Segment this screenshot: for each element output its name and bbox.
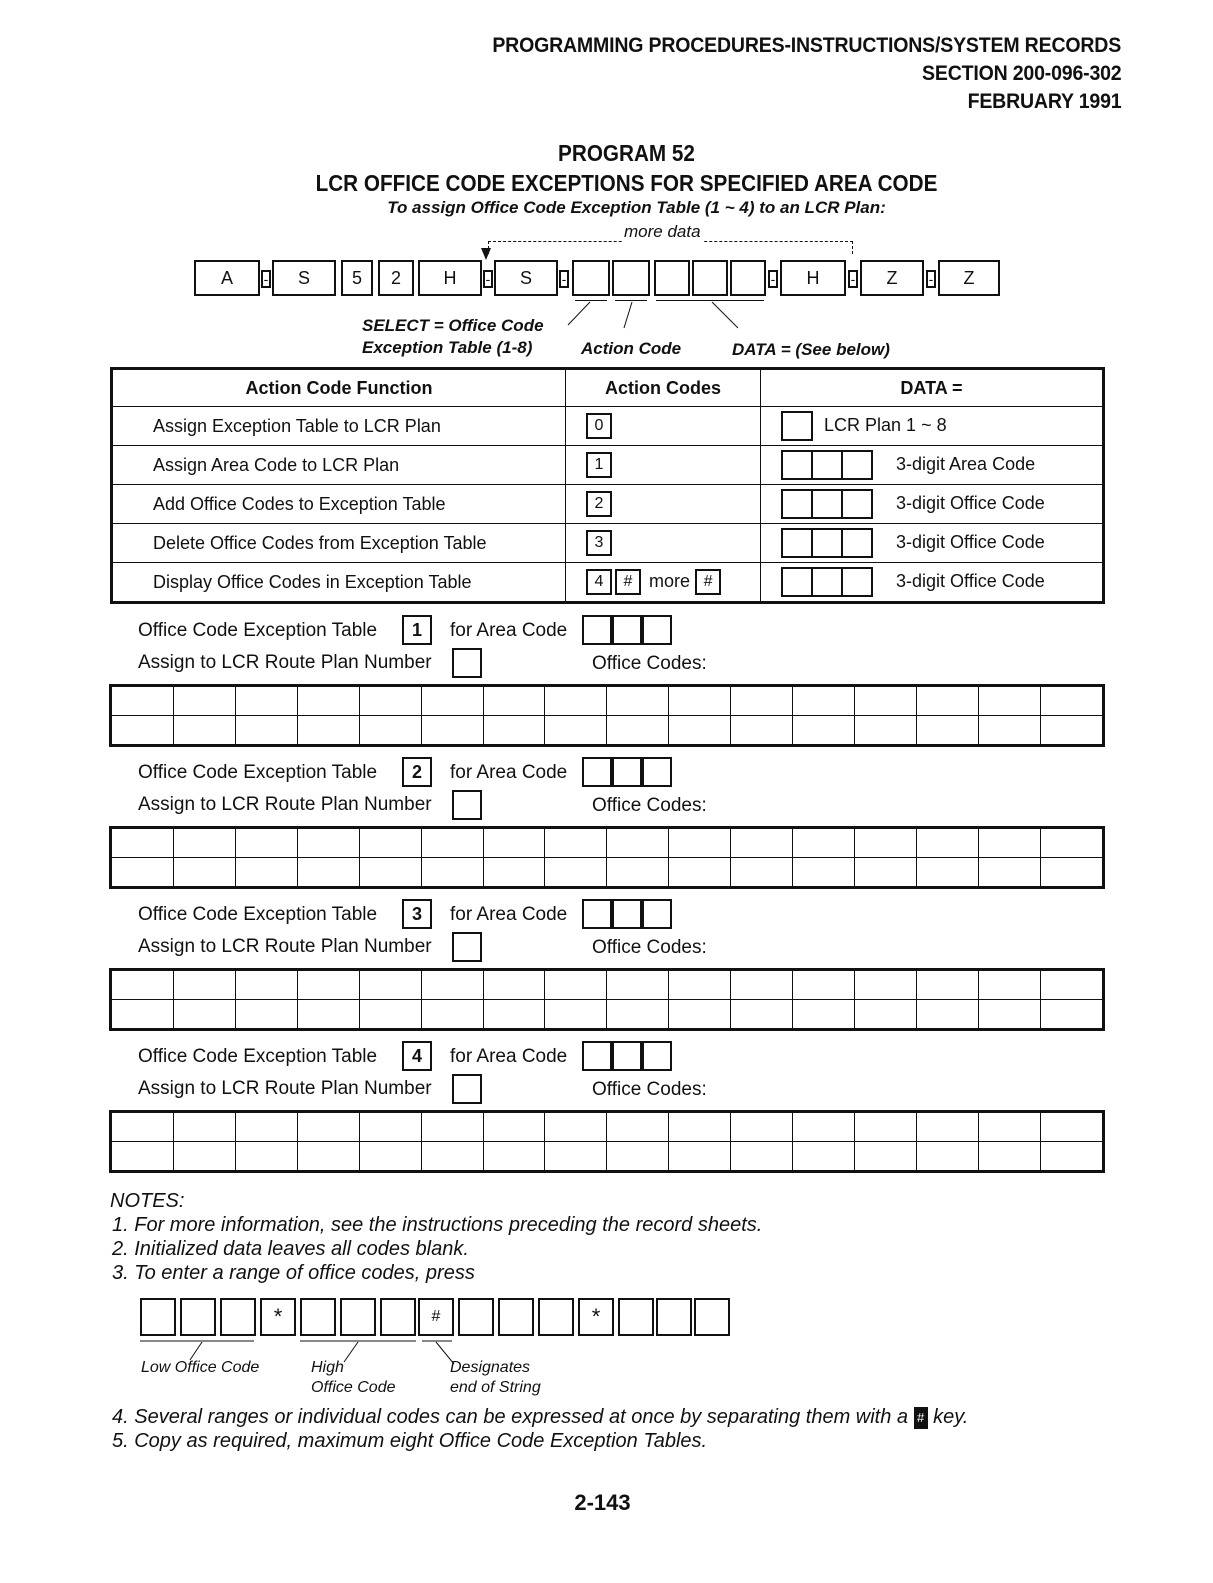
- office-codes-grid: [109, 1110, 1105, 1173]
- office-code-cell: [1040, 858, 1103, 888]
- office-code-cell: [978, 858, 1040, 888]
- office-codes-label: Office Codes:: [592, 795, 707, 816]
- function-cell: Add Office Codes to Exception Table: [112, 485, 566, 524]
- office-code-cell: [421, 686, 483, 716]
- office-code-cell: [669, 1000, 731, 1030]
- route-plan-box: [452, 790, 482, 820]
- office-code-cell: [855, 828, 917, 858]
- assign-route-plan-label: Assign to LCR Route Plan Number: [138, 794, 432, 815]
- office-code-cell: [607, 970, 669, 1000]
- dash-key: -: [848, 270, 858, 288]
- low-digit-box: [220, 1298, 256, 1336]
- office-code-cell: [669, 1142, 731, 1172]
- office-code-cell: [978, 1112, 1040, 1142]
- digit-box: [656, 1298, 692, 1336]
- office-codes-grid: [109, 968, 1105, 1031]
- office-codes-label: Office Codes:: [592, 1079, 707, 1100]
- dash-key: -: [261, 270, 271, 288]
- office-code-cell: [1040, 970, 1103, 1000]
- office-code-cell: [545, 686, 607, 716]
- code-box: 4: [586, 569, 612, 595]
- data-box: [841, 567, 873, 597]
- high-office-code-label: Office Code: [311, 1379, 396, 1396]
- key-s: S: [272, 260, 336, 296]
- office-code-cell: [545, 828, 607, 858]
- office-code-cell: [607, 858, 669, 888]
- high-label: High: [311, 1359, 344, 1376]
- assign-route-plan-label: Assign to LCR Route Plan Number: [138, 1078, 432, 1099]
- office-code-cell: [1040, 1112, 1103, 1142]
- office-code-cell: [359, 1112, 421, 1142]
- office-code-cell: [607, 686, 669, 716]
- office-code-cell: [173, 828, 235, 858]
- office-code-cell: [297, 1000, 359, 1030]
- code-box: 3: [586, 530, 612, 556]
- key-h-end: H: [780, 260, 846, 296]
- digit-box: [618, 1298, 654, 1336]
- area-code-label: for Area Code: [450, 620, 568, 641]
- low-digit-box: [140, 1298, 176, 1336]
- office-code-cell: [359, 858, 421, 888]
- office-code-cell: [793, 1000, 855, 1030]
- office-code-cell: [978, 716, 1040, 746]
- office-code-cell: [545, 1142, 607, 1172]
- table-row: [111, 1112, 1104, 1142]
- office-code-cell: [483, 686, 545, 716]
- office-code-cell: [359, 1142, 421, 1172]
- key-z-1: Z: [860, 260, 924, 296]
- office-code-cell: [173, 716, 235, 746]
- office-code-cell: [917, 858, 979, 888]
- note-1: 1. For more information, see the instructions preceding the record sheets.: [112, 1214, 763, 1236]
- function-cell: Display Office Codes in Exception Table: [112, 563, 566, 603]
- table-number-box: 1: [402, 615, 432, 645]
- office-code-cell: [793, 1112, 855, 1142]
- low-digit-box: [180, 1298, 216, 1336]
- data-slot-2: [692, 260, 728, 296]
- office-code-cell: [793, 686, 855, 716]
- office-code-cell: [731, 970, 793, 1000]
- table-row: [112, 563, 1104, 603]
- data-box: [781, 528, 813, 558]
- hash-box: #: [615, 569, 641, 595]
- office-code-cell: [793, 1142, 855, 1172]
- header-line-3: FEBRUARY 1991: [967, 90, 1121, 113]
- office-code-cell: [297, 858, 359, 888]
- area-code-box: [582, 615, 612, 645]
- more-data-label: more data: [624, 222, 701, 241]
- table-number-box: 4: [402, 1041, 432, 1071]
- high-digit-box: [380, 1298, 416, 1336]
- office-codes-grid: [109, 684, 1105, 747]
- data-box: [841, 489, 873, 519]
- page-number: 2-143: [574, 1490, 631, 1515]
- header-function: Action Code Function: [112, 369, 566, 407]
- office-code-cell: [731, 1112, 793, 1142]
- office-code-cell: [793, 828, 855, 858]
- office-code-cell: [483, 1000, 545, 1030]
- more-data-bracket: [488, 241, 853, 254]
- office-code-cell: [855, 1000, 917, 1030]
- note-2: 2. Initialized data leaves all codes blank.: [112, 1238, 469, 1260]
- data-box: [811, 450, 843, 480]
- office-code-cell: [483, 1112, 545, 1142]
- office-code-cell: [111, 828, 174, 858]
- office-code-cell: [731, 686, 793, 716]
- office-code-cell: [545, 1000, 607, 1030]
- office-code-cell: [669, 1112, 731, 1142]
- office-code-cell: [669, 716, 731, 746]
- star-key: *: [260, 1298, 296, 1336]
- data-box: [841, 450, 873, 480]
- office-code-cell: [421, 716, 483, 746]
- exception-table-label: Office Code Exception Table: [138, 620, 378, 641]
- office-code-cell: [483, 970, 545, 1000]
- office-code-cell: [173, 686, 235, 716]
- code-box: 0: [586, 413, 612, 439]
- office-code-cell: [1040, 686, 1103, 716]
- office-code-cell: [669, 858, 731, 888]
- office-code-cell: [669, 686, 731, 716]
- table-row: [112, 485, 1104, 524]
- data-box: [781, 450, 813, 480]
- action-code-slot: [612, 260, 650, 296]
- office-code-cell: [855, 970, 917, 1000]
- more-label: more: [649, 570, 691, 591]
- office-code-cell: [111, 1000, 174, 1030]
- office-code-cell: [917, 686, 979, 716]
- office-code-cell: [978, 970, 1040, 1000]
- office-code-cell: [297, 686, 359, 716]
- action-code-label: Action Code: [581, 339, 682, 358]
- office-code-cell: [669, 970, 731, 1000]
- table-number-box: 3: [402, 899, 432, 929]
- office-code-cell: [111, 970, 174, 1000]
- office-code-cell: [297, 1142, 359, 1172]
- data-box: [781, 489, 813, 519]
- office-code-cell: [421, 1142, 483, 1172]
- function-cell: Assign Area Code to LCR Plan: [112, 446, 566, 485]
- function-cell: Delete Office Codes from Exception Table: [112, 524, 566, 563]
- office-code-cell: [359, 716, 421, 746]
- area-code-label: for Area Code: [450, 762, 568, 783]
- office-code-cell: [173, 970, 235, 1000]
- data-box: [811, 489, 843, 519]
- table-row: [111, 686, 1104, 716]
- office-code-cell: [917, 716, 979, 746]
- route-plan-box: [452, 648, 482, 678]
- key-5: 5: [341, 260, 373, 296]
- office-code-cell: [297, 1112, 359, 1142]
- office-code-cell: [793, 970, 855, 1000]
- office-code-cell: [731, 716, 793, 746]
- note-3: 3. To enter a range of office codes, press: [112, 1262, 475, 1284]
- office-code-cell: [111, 716, 174, 746]
- area-code-box: [642, 899, 672, 929]
- office-code-cell: [111, 1142, 174, 1172]
- high-digit-box: [300, 1298, 336, 1336]
- office-code-cell: [917, 1112, 979, 1142]
- data-cell: 3-digit Office Code: [896, 570, 1045, 591]
- office-code-cell: [607, 828, 669, 858]
- data-label: DATA = (See below): [732, 340, 890, 359]
- office-code-cell: [855, 716, 917, 746]
- office-code-cell: [607, 1112, 669, 1142]
- office-code-cell: [731, 828, 793, 858]
- office-code-cell: [978, 828, 1040, 858]
- area-code-box: [582, 757, 612, 787]
- key-a: A: [194, 260, 260, 296]
- office-code-cell: [173, 1142, 235, 1172]
- office-code-cell: [173, 1112, 235, 1142]
- data-cell: 3-digit Area Code: [896, 453, 1036, 474]
- office-code-cell: [731, 1000, 793, 1030]
- header-line-2: SECTION 200-096-302: [921, 62, 1121, 85]
- hash-box: #: [695, 569, 721, 595]
- office-codes-label: Office Codes:: [592, 937, 707, 958]
- area-code-box: [642, 615, 672, 645]
- office-code-cell: [235, 858, 297, 888]
- high-digit-box: [340, 1298, 376, 1336]
- office-code-cell: [235, 1142, 297, 1172]
- note-4: [112, 1406, 968, 1429]
- area-code-box: [642, 1041, 672, 1071]
- digit-box: [538, 1298, 574, 1336]
- key-h: H: [418, 260, 482, 296]
- low-office-code-label: Low Office Code: [141, 1359, 260, 1376]
- office-code-cell: [545, 1112, 607, 1142]
- office-code-cell: [793, 716, 855, 746]
- office-code-cell: [235, 716, 297, 746]
- exception-table-label: Office Code Exception Table: [138, 762, 378, 783]
- office-code-cell: [297, 970, 359, 1000]
- exception-table-label: Office Code Exception Table: [138, 1046, 378, 1067]
- area-code-label: for Area Code: [450, 1046, 568, 1067]
- route-plan-box: [452, 1074, 482, 1104]
- office-code-cell: [1040, 716, 1103, 746]
- office-code-cell: [793, 858, 855, 888]
- header-codes: Action Codes: [566, 369, 761, 407]
- office-codes-label: Office Codes:: [592, 653, 707, 674]
- header-data: DATA =: [761, 369, 1104, 407]
- office-code-cell: [297, 828, 359, 858]
- office-code-cell: [545, 716, 607, 746]
- area-code-box: [642, 757, 672, 787]
- office-code-cell: [1040, 1142, 1103, 1172]
- office-code-cell: [359, 970, 421, 1000]
- data-cell: 3-digit Office Code: [896, 492, 1045, 513]
- table-row: [112, 407, 1104, 446]
- select-label: SELECT = Office Code: [362, 316, 544, 335]
- office-code-cell: [235, 1000, 297, 1030]
- hash-key: #: [418, 1298, 454, 1336]
- code-box: 1: [586, 452, 612, 478]
- office-code-cell: [421, 1112, 483, 1142]
- table-row: [111, 828, 1104, 858]
- office-code-cell: [359, 1000, 421, 1030]
- office-code-cell: [483, 716, 545, 746]
- function-cell: Assign Exception Table to LCR Plan: [112, 407, 566, 446]
- dash-key: -: [768, 270, 778, 288]
- office-code-cell: [1040, 1000, 1103, 1030]
- office-code-cell: [235, 970, 297, 1000]
- office-code-cell: [421, 1000, 483, 1030]
- office-code-cell: [855, 1142, 917, 1172]
- office-code-cell: [173, 1000, 235, 1030]
- office-code-cell: [917, 1142, 979, 1172]
- office-code-cell: [917, 1000, 979, 1030]
- data-box: [781, 567, 813, 597]
- office-code-cell: [421, 858, 483, 888]
- data-box: [811, 528, 843, 558]
- dash-key: -: [483, 270, 493, 288]
- table-row: [112, 446, 1104, 485]
- note-4-end: key.: [933, 1406, 969, 1428]
- assign-route-plan-label: Assign to LCR Route Plan Number: [138, 652, 432, 673]
- key-s-select: S: [494, 260, 558, 296]
- exception-table-label: Office Code Exception Table: [138, 904, 378, 925]
- office-code-cell: [483, 858, 545, 888]
- office-code-cell: [235, 828, 297, 858]
- table-row: [111, 1142, 1104, 1172]
- office-codes-grid: [109, 826, 1105, 889]
- office-code-cell: [297, 716, 359, 746]
- office-code-cell: [607, 1142, 669, 1172]
- table-row: [111, 716, 1104, 746]
- office-code-cell: [235, 1112, 297, 1142]
- action-code-table: [110, 367, 1105, 604]
- office-code-cell: [359, 686, 421, 716]
- office-code-cell: [978, 686, 1040, 716]
- route-plan-box: [452, 932, 482, 962]
- office-code-cell: [235, 686, 297, 716]
- office-code-cell: [731, 1142, 793, 1172]
- area-code-box: [582, 1041, 612, 1071]
- office-code-cell: [855, 858, 917, 888]
- table-row: [111, 1000, 1104, 1030]
- select-label-2: Exception Table (1-8): [362, 338, 533, 357]
- area-code-box: [612, 757, 642, 787]
- note-4-text: 4. Several ranges or individual codes can be expressed at once by separating them with a: [112, 1406, 909, 1428]
- pointer-lines: [560, 300, 760, 335]
- end-of-string-label: end of String: [450, 1379, 541, 1396]
- office-code-cell: [1040, 828, 1103, 858]
- table-row: [111, 858, 1104, 888]
- office-code-cell: [545, 970, 607, 1000]
- office-code-cell: [111, 1112, 174, 1142]
- designates-label: Designates: [450, 1359, 531, 1376]
- data-box: [781, 411, 813, 441]
- office-code-cell: [917, 970, 979, 1000]
- data-cell: 3-digit Office Code: [896, 531, 1045, 552]
- office-code-cell: [483, 1142, 545, 1172]
- digit-box: [694, 1298, 730, 1336]
- key-2: 2: [378, 260, 414, 296]
- office-code-cell: [978, 1142, 1040, 1172]
- table-row: [111, 970, 1104, 1000]
- arrow-down-icon: [481, 248, 491, 260]
- area-code-label: for Area Code: [450, 904, 568, 925]
- office-code-cell: [421, 970, 483, 1000]
- notes-heading: NOTES:: [110, 1190, 185, 1212]
- program-number: PROGRAM 52: [558, 140, 695, 166]
- dash-key: -: [926, 270, 936, 288]
- instruction: To assign Office Code Exception Table (1 ~ 4) to an LCR Plan:: [387, 198, 886, 217]
- office-code-cell: [359, 828, 421, 858]
- office-code-cell: [855, 686, 917, 716]
- data-cell: LCR Plan 1 ~ 8: [824, 414, 947, 435]
- area-code-box: [612, 615, 642, 645]
- assign-route-plan-label: Assign to LCR Route Plan Number: [138, 936, 432, 957]
- digit-box: [458, 1298, 494, 1336]
- select-slot: [572, 260, 610, 296]
- dash-key: -: [559, 270, 569, 288]
- office-code-cell: [607, 1000, 669, 1030]
- office-code-cell: [483, 828, 545, 858]
- key-z-2: Z: [938, 260, 1000, 296]
- header-line-1: PROGRAMMING PROCEDURES-INSTRUCTIONS/SYSTEM RECORDS: [492, 34, 1121, 57]
- office-code-cell: [545, 858, 607, 888]
- star-key: *: [578, 1298, 614, 1336]
- table-number-box: 2: [402, 757, 432, 787]
- data-slot-3: [730, 260, 766, 296]
- table-row: [112, 524, 1104, 563]
- hash-key-icon: #: [914, 1407, 928, 1429]
- office-code-cell: [173, 858, 235, 888]
- office-code-cell: [607, 716, 669, 746]
- area-code-box: [612, 899, 642, 929]
- office-code-cell: [111, 686, 174, 716]
- note-5: 5. Copy as required, maximum eight Office Code Exception Tables.: [112, 1430, 708, 1452]
- digit-box: [498, 1298, 534, 1336]
- office-code-cell: [111, 858, 174, 888]
- office-code-cell: [978, 1000, 1040, 1030]
- page-title: LCR OFFICE CODE EXCEPTIONS FOR SPECIFIED AREA CODE: [315, 170, 938, 196]
- office-code-cell: [917, 828, 979, 858]
- office-code-cell: [855, 1112, 917, 1142]
- data-slot-1: [654, 260, 690, 296]
- area-code-box: [612, 1041, 642, 1071]
- office-code-cell: [421, 828, 483, 858]
- office-code-cell: [731, 858, 793, 888]
- data-box: [841, 528, 873, 558]
- area-code-box: [582, 899, 612, 929]
- office-code-cell: [669, 828, 731, 858]
- code-box: 2: [586, 491, 612, 517]
- data-box: [811, 567, 843, 597]
